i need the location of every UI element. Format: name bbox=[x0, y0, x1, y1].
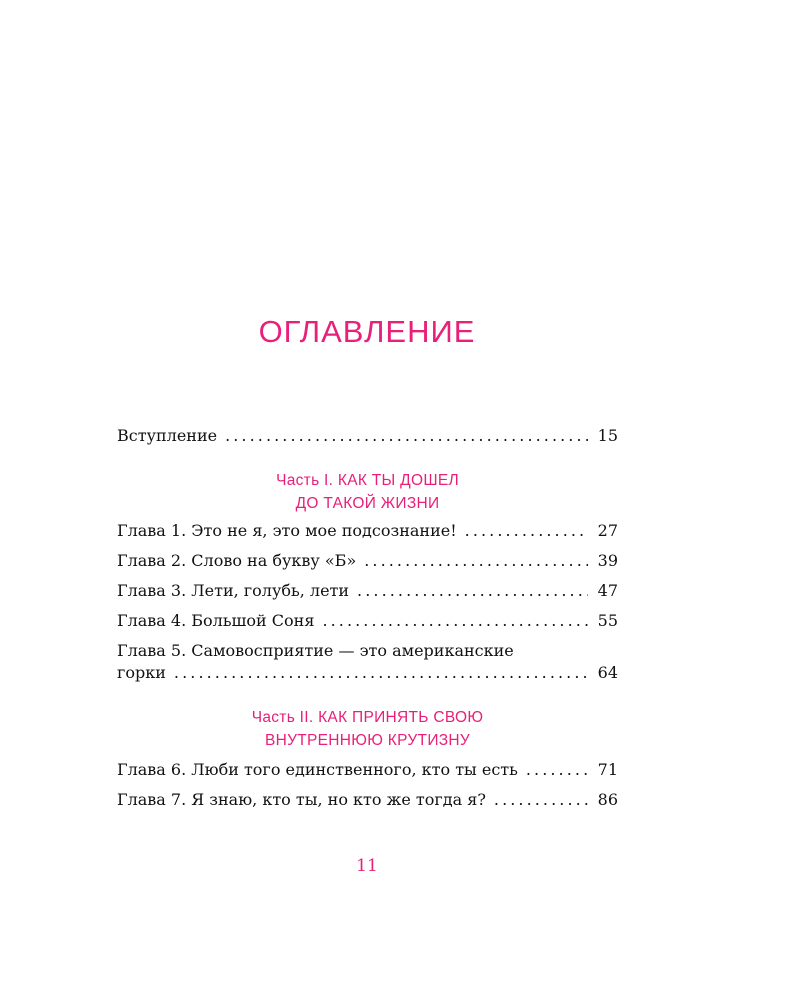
toc-entry-page: 15 bbox=[597, 426, 618, 445]
dot-leader bbox=[225, 423, 588, 449]
toc-entry-page: 86 bbox=[597, 790, 618, 809]
dot-leader bbox=[322, 608, 588, 634]
toc-entry-label: Глава 1. Это не я, это мое подсознание! bbox=[117, 521, 457, 540]
toc-entry-label: Глава 4. Большой Соня bbox=[117, 611, 315, 630]
toc-entry-page: 71 bbox=[597, 760, 618, 779]
toc-entry-page: 39 bbox=[597, 551, 618, 570]
toc-entry-page: 55 bbox=[597, 611, 618, 630]
toc-entry-intro[interactable] bbox=[117, 423, 618, 449]
toc-entry-label: горки bbox=[117, 663, 166, 682]
dot-leader bbox=[526, 757, 588, 783]
page-number: 11 bbox=[356, 856, 378, 876]
part-2-heading-line1: Часть II. КАК ПРИНЯТЬ СВОЮ bbox=[251, 709, 484, 726]
toc-entry-label: Вступление bbox=[117, 426, 218, 445]
toc-entry-page: 64 bbox=[597, 663, 618, 682]
toc-entry-label: Глава 2. Слово на букву «Б» bbox=[117, 551, 357, 570]
dot-leader bbox=[174, 660, 588, 686]
toc-entry-chapter-5-line1[interactable]: Глава 5. Самовосприятие — это американские bbox=[117, 641, 514, 660]
part-1-heading-line1: Часть I. КАК ТЫ ДОШЕЛ bbox=[276, 472, 459, 489]
toc-entry-label: Глава 3. Лети, голубь, лети bbox=[117, 581, 350, 600]
toc-entry-chapter-2[interactable] bbox=[117, 548, 618, 574]
toc-entry-chapter-3[interactable] bbox=[117, 578, 618, 604]
toc-entry-chapter-7[interactable] bbox=[117, 787, 618, 813]
page-title: ОГЛАВЛЕНИЕ bbox=[258, 314, 476, 349]
toc-entry-label: Глава 6. Люби того единственного, кто ты есть bbox=[117, 760, 518, 779]
toc-entry-chapter-1[interactable] bbox=[117, 518, 618, 544]
dot-leader bbox=[364, 548, 588, 574]
toc-entry-chapter-5[interactable] bbox=[117, 660, 618, 686]
toc-entry-chapter-6[interactable] bbox=[117, 757, 618, 783]
toc-entry-page: 47 bbox=[597, 581, 618, 600]
toc-entry-label: Глава 7. Я знаю, кто ты, но кто же тогда я? bbox=[117, 790, 486, 809]
toc-entry-chapter-4[interactable] bbox=[117, 608, 618, 634]
toc-entry-page: 27 bbox=[597, 521, 618, 540]
dot-leader bbox=[465, 518, 588, 544]
part-2-heading-line2: ВНУТРЕННЮЮ КРУТИЗНУ bbox=[264, 732, 471, 749]
part-1-heading-line2: ДО ТАКОЙ ЖИЗНИ bbox=[295, 495, 440, 512]
dot-leader bbox=[357, 578, 588, 604]
dot-leader bbox=[494, 787, 588, 813]
